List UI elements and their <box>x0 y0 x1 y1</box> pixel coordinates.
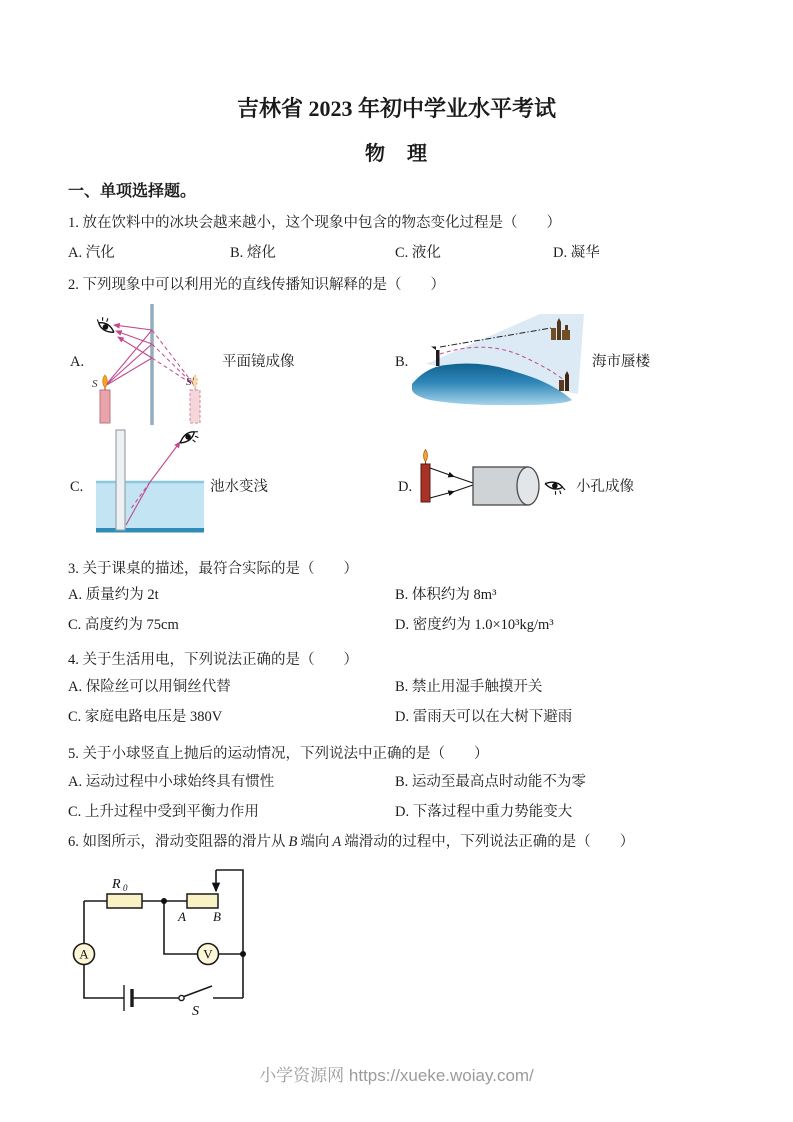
label-r0: R <box>112 877 121 892</box>
eye-icon <box>178 428 202 450</box>
figure-plane-mirror <box>88 300 218 425</box>
q4-option-d: D. 雷雨天可以在大树下避雨 <box>395 709 573 725</box>
flame-icon <box>424 450 428 463</box>
q1-option-a: A. 汽化 <box>68 245 115 261</box>
battery <box>124 985 132 1011</box>
q3-stem: 3. 关于课桌的描述，最符合实际的是（ ） <box>68 561 358 577</box>
pole <box>116 430 125 530</box>
q5-option-b: B. 运动至最高点时动能不为零 <box>395 774 586 790</box>
rheostat <box>187 894 218 908</box>
footer-watermark: 小学资源网 https://xueke.woiay.com/ <box>259 1066 534 1085</box>
figure-pool <box>90 428 212 546</box>
q2-stem: 2. 下列现象中可以利用光的直线传播知识解释的是（ ） <box>68 277 445 293</box>
label-r0-sub: 0 <box>123 883 128 893</box>
junction-dot <box>161 898 167 904</box>
tube <box>473 467 539 505</box>
figure-pinhole <box>410 443 570 521</box>
junction-dot <box>240 951 246 957</box>
ammeter-letter: A <box>79 946 89 962</box>
resistor-r0 <box>107 894 142 908</box>
switch <box>179 986 212 1001</box>
figure-circuit <box>65 860 315 1035</box>
q2-figA-caption: 平面镜成像 <box>222 354 295 370</box>
q6-stem <box>68 832 634 852</box>
q3-option-c: C. 高度约为 75cm <box>68 617 179 633</box>
subject-title: 物 理 <box>365 143 428 165</box>
q3-option-b: B. 体积约为 8m³ <box>395 587 497 603</box>
label-S-prime: S′ <box>186 376 194 388</box>
q4-option-a: A. 保险丝可以用铜丝代替 <box>68 679 231 695</box>
q6-stem-p2: 端向 <box>300 834 330 850</box>
q1-option-c: C. 液化 <box>395 245 441 261</box>
q5-option-c: C. 上升过程中受到平衡力作用 <box>68 804 259 820</box>
q1-option-b: B. 熔化 <box>230 245 276 261</box>
q2-figB-label: B. <box>395 354 409 370</box>
page-title: 吉林省 2023 年初中学业水平考试 <box>236 96 556 121</box>
pool-bottom <box>96 528 204 533</box>
flame-icon <box>103 375 108 388</box>
eye-icon <box>543 480 566 497</box>
q2-figB-caption: 海市蜃楼 <box>592 354 650 370</box>
figure-mirage <box>412 312 592 407</box>
q1-option-d: D. 凝华 <box>553 245 600 261</box>
wire-right <box>216 870 243 998</box>
q6-stem-p1: 6. 如图所示，滑动变阻器的滑片从 <box>68 834 286 850</box>
q2-figA-label: A. <box>70 354 85 370</box>
q5-option-a: A. 运动过程中小球始终具有惯性 <box>68 774 275 790</box>
water <box>96 482 204 530</box>
q2-figD-label: D. <box>398 479 413 495</box>
label-S: S <box>92 378 98 390</box>
q5-option-d: D. 下落过程中重力势能变大 <box>395 804 573 820</box>
q3-option-d: D. 密度约为 1.0×10³kg/m³ <box>395 617 554 633</box>
q4-option-b: B. 禁止用湿手触摸开关 <box>395 679 543 695</box>
voltmeter-letter: V <box>203 946 213 962</box>
q2-figC-label: C. <box>70 479 84 495</box>
q3-option-a: A. 质量约为 2t <box>68 587 159 603</box>
q4-option-c: C. 家庭电路电压是 380V <box>68 709 223 725</box>
label-switch: S <box>192 1004 199 1019</box>
q6-var-a: A <box>332 834 342 850</box>
q6-var-b: B <box>288 834 298 850</box>
q1-stem: 1. 放在饮料中的冰块会越来越小，这个现象中包含的物态变化过程是（ ） <box>68 215 561 231</box>
section-heading: 一、单项选择题。 <box>68 183 197 200</box>
q2-figC-caption: 池水变浅 <box>210 479 268 495</box>
q6-stem-p3: 端滑动的过程中，下列说法正确的是（ ） <box>344 834 635 850</box>
q4-stem: 4. 关于生活用电，下列说法正确的是（ ） <box>68 652 358 668</box>
label-terminal-b: B <box>213 909 221 924</box>
label-terminal-a: A <box>178 909 186 924</box>
q5-stem: 5. 关于小球竖直上抛后的运动情况，下列说法中正确的是（ ） <box>68 746 489 762</box>
q2-figD-caption: 小孔成像 <box>576 479 634 495</box>
candle-icon <box>421 450 430 503</box>
